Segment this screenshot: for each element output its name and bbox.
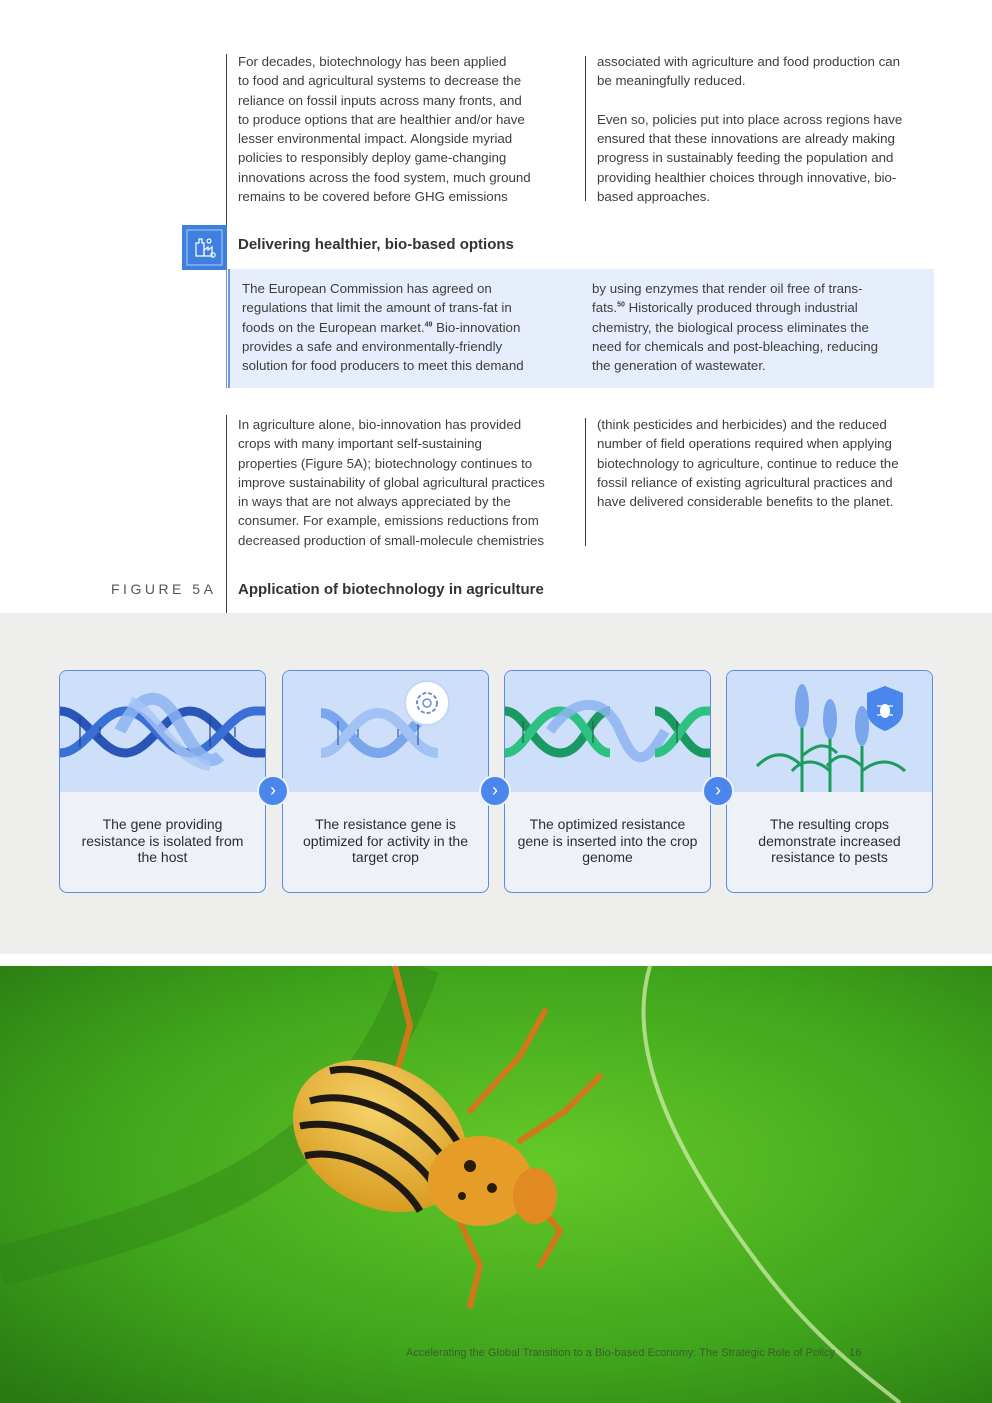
intro-right-column bbox=[597, 52, 942, 206]
text-fragment: Historically produced through industrial bbox=[624, 300, 858, 316]
text-line: In agriculture alone, bio-innovation has provided bbox=[238, 417, 522, 432]
text-line: regulations that limit the amount of trans-fat in bbox=[242, 300, 512, 316]
text-line: to produce options that are healthier and/or have bbox=[238, 111, 525, 127]
text-line: in ways that are not always appreciated by the bbox=[238, 494, 511, 510]
modified-dna-icon bbox=[505, 671, 710, 792]
column-divider bbox=[585, 56, 586, 201]
text-line: progress in sustainably feeding the population and bbox=[597, 150, 894, 166]
step-card-result bbox=[726, 670, 933, 893]
text-line: decreased production of small-molecule chemistries bbox=[238, 532, 544, 548]
text-line: number of field operations required when applying bbox=[597, 436, 892, 452]
footnote-ref[interactable]: 50 bbox=[617, 301, 625, 309]
dna-helix-icon bbox=[60, 671, 265, 792]
text-line: need for chemicals and post-bleaching, reducing bbox=[592, 338, 879, 354]
margin-rule bbox=[226, 54, 227, 229]
text-line: chemistry, the biological process eliminates the bbox=[592, 319, 869, 335]
step-caption: The gene providing resistance is isolated from the host bbox=[81, 816, 244, 865]
text-line: remains to be covered before GHG emissions bbox=[238, 189, 508, 205]
text-line: to food and agricultural systems to decrease the bbox=[238, 73, 522, 89]
margin-rule bbox=[226, 268, 227, 388]
callout-box bbox=[228, 269, 934, 388]
text-line: provides a safe and environmentally-friendly bbox=[242, 338, 503, 354]
text-line: consumer. For example, emissions reductions from bbox=[238, 513, 539, 529]
intro-left-column bbox=[238, 52, 578, 206]
figure-label: FIGURE 5A bbox=[111, 581, 217, 597]
text-line: ensured that these innovations are already making bbox=[597, 131, 895, 147]
text-line bbox=[597, 91, 942, 110]
beetle-photo bbox=[0, 966, 992, 1403]
step-card-optimize bbox=[282, 670, 489, 893]
text-line: properties (Figure 5A); biotechnology continues to bbox=[238, 455, 533, 471]
next-arrow-icon: › bbox=[479, 775, 511, 807]
text-line: lesser environmental impact. Alongside myriad bbox=[238, 131, 513, 147]
next-arrow-icon: › bbox=[257, 775, 289, 807]
next-arrow-icon: › bbox=[702, 775, 734, 807]
text-line: associated with agriculture and food production can bbox=[597, 54, 901, 69]
text-line: improve sustainability of global agricultural practices bbox=[238, 474, 545, 490]
text-line: by using enzymes that render oil free of trans- bbox=[592, 281, 863, 296]
column-divider bbox=[585, 418, 586, 546]
gear-dna-icon bbox=[283, 671, 488, 792]
page-footer bbox=[406, 1347, 861, 1359]
text-line: be meaningfully reduced. bbox=[597, 73, 746, 89]
step-card-isolate bbox=[59, 670, 266, 893]
step-caption: The resulting crops demonstrate increased resistance to pests bbox=[758, 816, 901, 865]
footer-title: Accelerating the Global Transition to a Bio-based Economy: The Strategic Role of Policy bbox=[406, 1347, 836, 1359]
text-line: innovations across the food system, much ground bbox=[238, 169, 531, 185]
margin-rule bbox=[226, 415, 227, 613]
footnote-ref[interactable]: 49 bbox=[424, 321, 433, 329]
text-line: crops with many important self-sustaining bbox=[238, 436, 482, 452]
text-line: biotechnology to agriculture, continue to reduce the bbox=[597, 455, 899, 471]
step-card-insert bbox=[504, 670, 711, 893]
callout-right-column bbox=[592, 279, 932, 375]
callout-left-column bbox=[242, 279, 582, 375]
text-fragment: Bio-innovation bbox=[432, 319, 521, 335]
text-line bbox=[592, 298, 932, 317]
text-line: (think pesticides and herbicides) and the reduced bbox=[597, 417, 887, 432]
factory-icon bbox=[182, 225, 227, 270]
text-line: solution for food producers to meet this demand bbox=[242, 358, 524, 374]
text-fragment: fats. bbox=[592, 300, 618, 316]
text-line bbox=[242, 318, 582, 337]
text-line: reliance on fossil inputs across many fronts, and bbox=[238, 92, 522, 108]
text-line: have delivered considerable benefits to the planet. bbox=[597, 494, 894, 510]
text-line: policies to responsibly deploy game-changing bbox=[238, 150, 507, 166]
text-line: the generation of wastewater. bbox=[592, 358, 766, 374]
body-right-column bbox=[597, 415, 942, 511]
wheat-shield-icon bbox=[727, 671, 932, 792]
text-line: Even so, policies put into place across regions have bbox=[597, 111, 903, 127]
step-caption: The optimized resistance gene is inserted into the crop genome bbox=[517, 816, 698, 865]
step-caption: The resistance gene is optimized for activity in the target crop bbox=[303, 816, 468, 865]
text-line: The European Commission has agreed on bbox=[242, 281, 492, 296]
text-line: based approaches. bbox=[597, 189, 711, 205]
text-line: For decades, biotechnology has been applied bbox=[238, 54, 507, 69]
text-line: providing healthier choices through innovative, bio- bbox=[597, 169, 897, 185]
section-heading: Delivering healthier, bio-based options bbox=[238, 236, 514, 253]
body-left-column bbox=[238, 415, 583, 550]
text-line: fossil reliance of existing agricultural practices and bbox=[597, 474, 893, 490]
page-number: 16 bbox=[849, 1347, 862, 1359]
text-fragment: foods on the European market. bbox=[242, 319, 425, 335]
figure-title: Application of biotechnology in agriculture bbox=[238, 581, 544, 598]
